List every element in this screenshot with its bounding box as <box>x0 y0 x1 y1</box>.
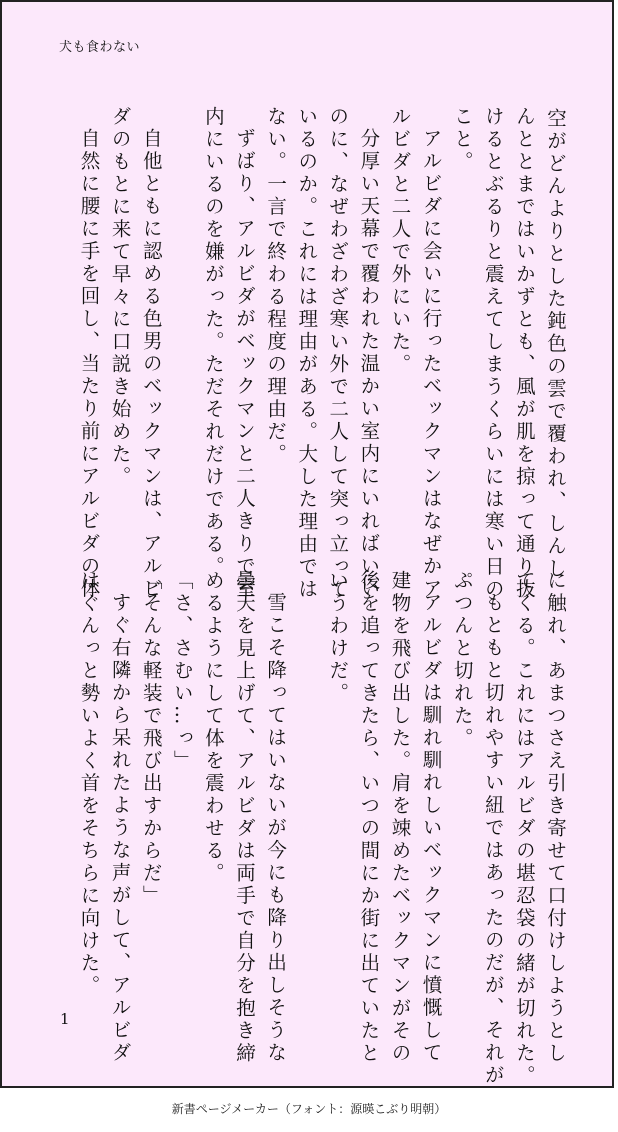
text-column: 分厚い天幕で覆われた温かい室内にいればいい <box>357 128 381 601</box>
text-column: 曇天を見上げて、アルビダは両手で自分を抱き締 <box>233 570 256 1065</box>
text-column: 建物を飛び出した。肩を竦めたベックマンがその <box>388 570 412 1065</box>
text-column: てくる。これにはアルビダの堪忍袋の緒が切れた。 <box>512 570 536 1088</box>
text-column: 自然に腰に手を回し、当たり前にアルビダの体 <box>77 128 101 601</box>
text-column: もともと切れやすい紐ではあったのだが、それが <box>481 592 505 1087</box>
text-column: ない。一言で終わる程度の理由だ。 <box>264 106 288 466</box>
running-title: 犬も食わない <box>59 40 141 55</box>
text-column: はぐんっと勢いよく首をそちらに向けた。 <box>77 570 101 998</box>
text-column: アルビダに会いに行ったベックマンはなぜかア <box>419 128 443 601</box>
footer-credit: 新書ページメーカー（フォント：源暎こぶり明朝） <box>171 1102 447 1116</box>
page-number: 1 <box>60 1010 70 1028</box>
text-column: 「そんな軽装で飛び出すからだ」 <box>139 570 163 908</box>
text-column: ぷつんと切れた。 <box>450 570 474 750</box>
text-column: 雪こそ降ってはいないが今にも降り出しそうな <box>264 592 288 1065</box>
text-column: ずばり、アルビダがベックマンと二人きりで室 <box>233 128 256 601</box>
text-column: アルビダは馴れ馴れしいベックマンに憤慨して <box>419 592 443 1065</box>
text-column: すぐ右隣から呆れたような声がして、アルビダ <box>108 592 132 1065</box>
text-column: いうわけだ。 <box>326 570 350 705</box>
text-column: こと。 <box>450 106 474 174</box>
text-column: 「さ、さむい…っ」 <box>170 570 194 773</box>
text-column: 空がどんよりとした鈍色の雲で覆われ、しんし <box>544 108 567 581</box>
text-column: ダのもとに来て早々に口説き始めた。 <box>108 106 132 489</box>
text-column: のに、なぜわざわざ寒い外で二人して突っ立って <box>326 106 350 601</box>
text-column: ルビダと二人で外にいた。 <box>388 106 412 376</box>
text-column: 内にいるのを嫌がった。ただそれだけである。 <box>201 106 225 579</box>
text-column: けるとぶるりと震えてしまうくらいには寒い日の <box>481 106 505 601</box>
text-column: 自他ともに認める色男のベックマンは、アルビ <box>139 128 163 601</box>
text-column: んととまではいかずとも、風が肌を掠って通り抜 <box>512 106 536 601</box>
text-column: めるようにして体を震わせる。 <box>201 570 225 885</box>
text-column: 後を追ってきたら、いつの間にか街に出ていたと <box>357 570 381 1065</box>
text-column: に触れ、あまつさえ引き寄せて口付けしようとし <box>544 570 567 1065</box>
text-column: いるのか。これには理由がある。大した理由では <box>295 106 319 601</box>
